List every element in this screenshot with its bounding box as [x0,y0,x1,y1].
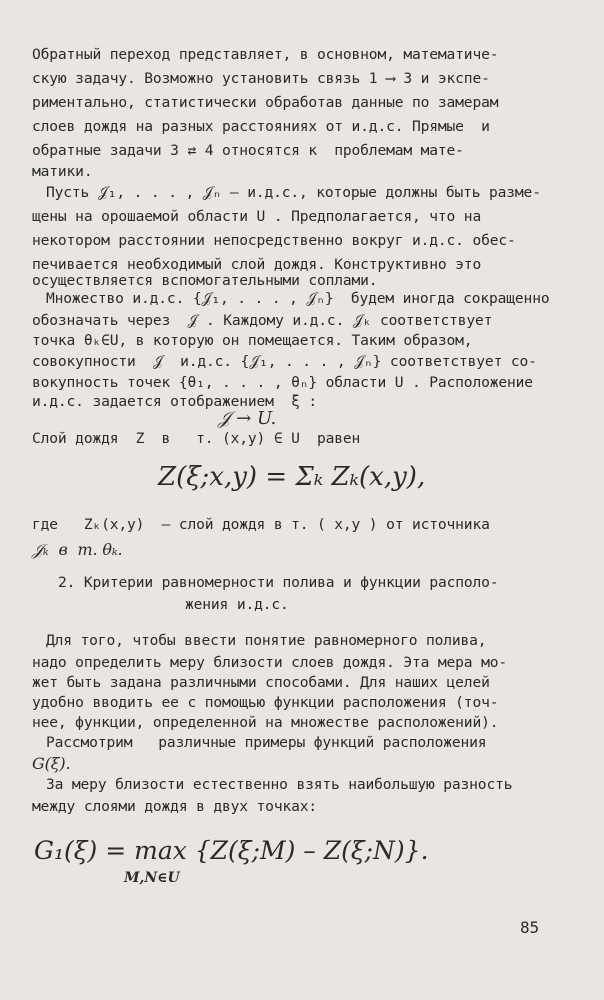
paragraph-4-line-7: G(ξ). [32,754,71,773]
paragraph-1-line-5: обратные задачи 3 ⇄ 4 относятся к проблемам мате- [32,142,464,159]
paragraph-1-line-4: слоев дождя на разных расстояниях от и.д.с. Прямые и [32,118,490,135]
section-heading-line-2: жения и.д.с. [185,596,289,613]
main-formula: Z(ξ;x,y) = Σₖ Zₖ(x,y), [158,462,426,492]
paragraph-4-line-4: удобно вводить ее с помощью функции расположения (точ- [32,694,499,711]
paragraph-5-line-1: За меру близости естественно взять наибольшую разность [46,776,513,793]
paragraph-4-line-1: Для того, чтобы ввести понятие равномерного полива, [46,632,487,649]
section-heading-line-1: 2. Критерии равномерности полива и функции располо- [58,574,499,591]
paragraph-3-line-3: точка θₖ∈U, в которую он помещается. Таким образом, [32,332,473,349]
paragraph-3-line-4: совокупности 𝒥 и.д.с. {𝒥₁, . . . , 𝒥ₙ} соответствует со- [32,353,537,370]
paragraph-5-line-2: между слоями дождя в двух точках: [32,798,317,815]
paragraph-1-line-2: скую задачу. Возможно установить связь 1 ⟶ 3 и экспе- [32,70,490,87]
paragraph-3-line-1: Множество и.д.с. {𝒥₁, . . . , 𝒥ₙ} будем иногда сокращенно [46,290,550,307]
paragraph-4-line-2: надо определить меру близости слоев дождя. Эта мера мо- [32,654,507,671]
paragraph-2-line-1: Пусть 𝒥₁, . . . , 𝒥ₙ – и.д.с., которые должны быть разме- [46,184,541,201]
paragraph-1-line-1: Обратный переход представляет, в основном, математиче- [32,46,499,63]
paragraph-4-line-3: жет быть задана различными способами. Для наших целей [32,674,490,691]
g1-formula: G₁(ξ) = max {Z(ξ;M) – Z(ξ;N)}. [34,836,429,865]
paragraph-3-line-2: обозначать через 𝒥 . Каждому и.д.с. 𝒥ₖ соответствует [32,312,493,329]
paragraph-2-line-5: осуществляется вспомогательными соплами. [32,272,378,289]
paragraph-3-line-5: вокупность точек {θ₁, . . . , θₙ} области U . Расположение [32,374,533,391]
paragraph-2-line-3: некотором расстоянии непосредственно вокруг и.д.с. обес- [32,232,516,249]
paragraph-4-line-6: Рассмотрим различные примеры функций расположения [46,734,487,751]
paragraph-4-line-5: нее, функции, определенной на множестве расположений). [32,714,499,731]
page-number: 85 [520,918,539,937]
g1-formula-subscript: M,N∈U [124,870,180,886]
where-line-2: 𝒥ₖ в т. θₖ. [32,540,123,559]
paragraph-1-line-6: матики. [32,163,93,180]
paragraph-3-line-6: и.д.с. задается отображением ξ : [32,393,317,410]
paragraph-2-line-4: печивается необходимый слой дождя. Конструктивно это [32,256,482,273]
paragraph-1-line-3: риментально, статистически обработав данные по замерам [32,94,499,111]
rain-layer-line: Слой дождя Z в т. (x,y) ∈ U равен [32,430,361,447]
where-line-1: где Zₖ(x,y) – слой дождя в т. ( x,y ) от источника [32,516,490,533]
paragraph-2-line-2: щены на орошаемой области U . Предполагается, что на [32,208,482,225]
mapping-formula: 𝒥 → U. [218,408,277,429]
